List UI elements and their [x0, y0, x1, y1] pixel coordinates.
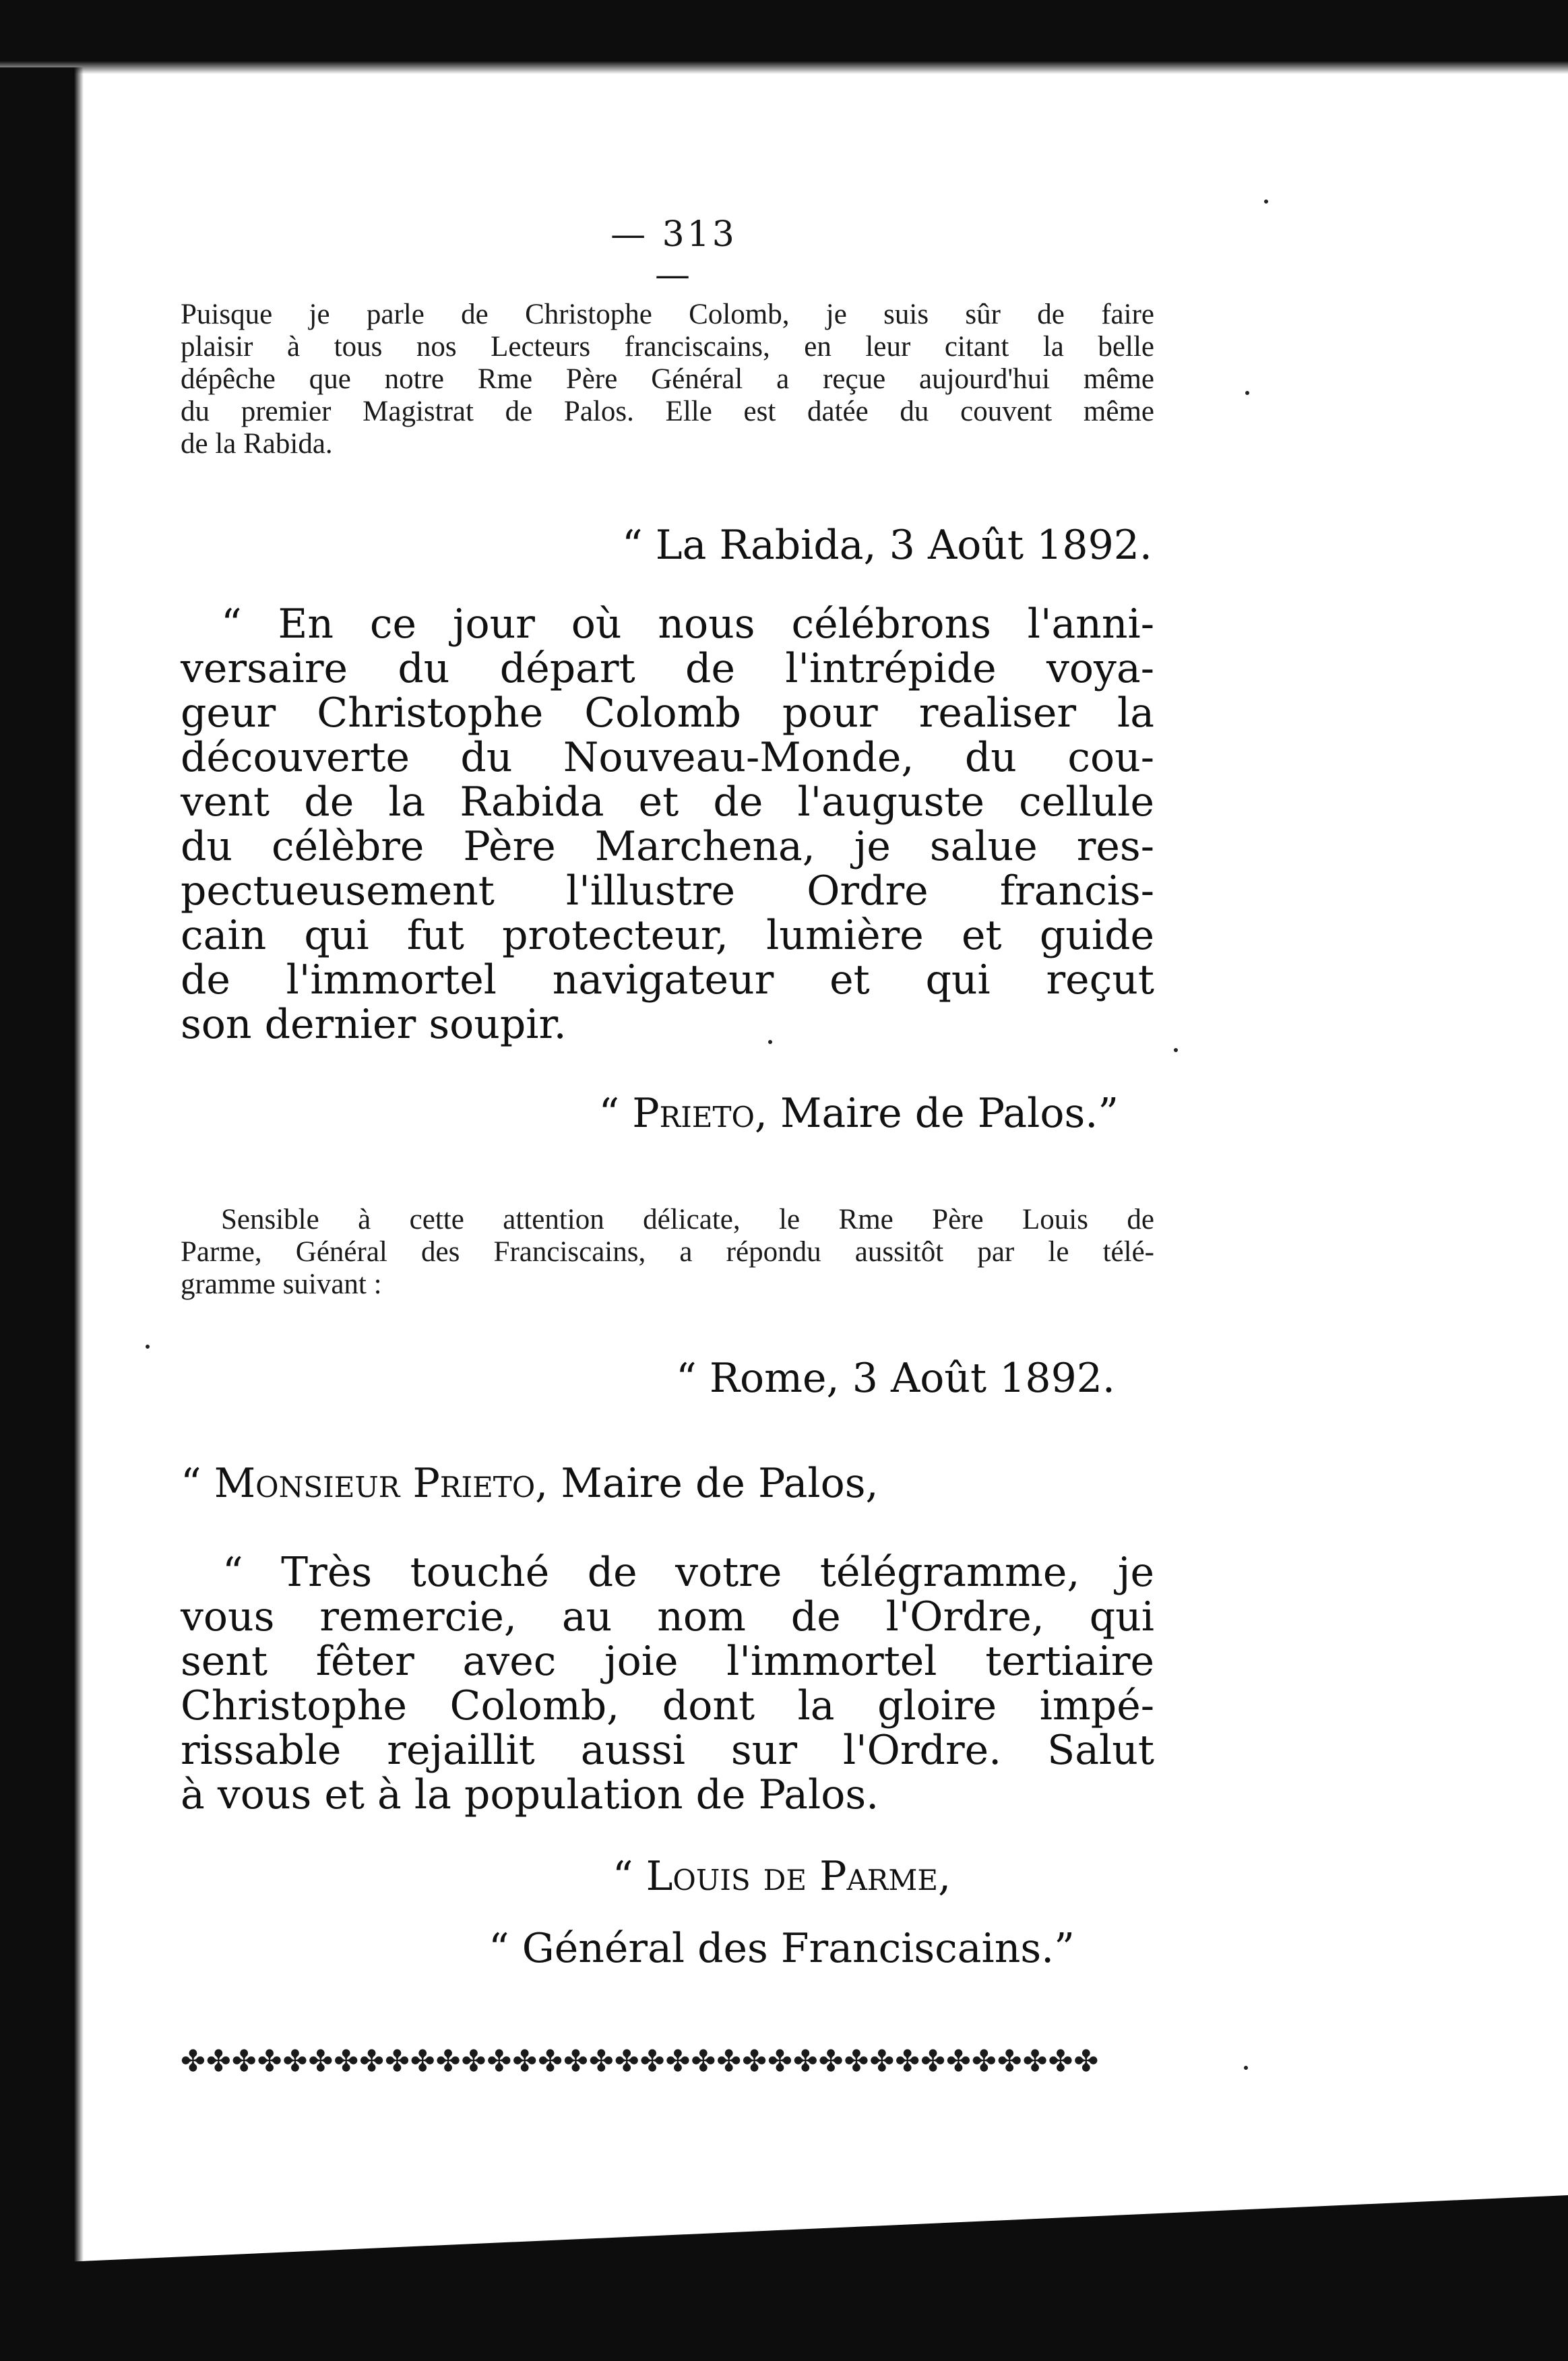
telegram1-signature: “ Prieto, Maire de Palos.” — [598, 1090, 1119, 1137]
telegram2-line: rissable rejaillit aussi sur l'Ordre. Salut — [181, 1727, 1154, 1774]
reply-intro-line: gramme suivant : — [181, 1268, 382, 1300]
reply-intro-paragraph — [181, 1204, 1154, 1301]
telegram1-line: découverte du Nouveau-Monde, du cou- — [181, 734, 1154, 781]
scan-top-border-edge — [0, 55, 1568, 74]
intro-line: dépêche que notre Rme Père Général a reçue aujourd'hui même — [181, 363, 1154, 395]
scan-left-border — [0, 67, 74, 2361]
scan-speck — [1244, 2066, 1248, 2070]
scan-speck — [1174, 1048, 1178, 1052]
telegram2-signature-title: “ Général des Franciscains.” — [489, 1925, 1075, 1972]
telegram2-body — [181, 1550, 1154, 1817]
telegram1-line: “ En ce jour où nous célébrons l'anni- — [221, 601, 1154, 648]
intro-line: plaisir à tous nos Lecteurs franciscains, en leur citant la belle — [181, 331, 1154, 363]
telegram1-date: “ La Rabida, 3 Août 1892. — [622, 522, 1152, 569]
telegram1-body — [181, 602, 1154, 1047]
telegram1-line: vent de la Rabida et de l'auguste cellule — [181, 778, 1154, 826]
telegram2-line: Christophe Colomb, dont la gloire impé- — [181, 1682, 1154, 1729]
telegram1-line: du célèbre Père Marchena, je salue res- — [181, 823, 1154, 870]
addressee-rest: Maire de Palos, — [548, 1460, 879, 1507]
telegram1-line: de l'immortel navigateur et qui reçut — [181, 956, 1154, 1004]
signature-rest: Maire de Palos.” — [767, 1090, 1119, 1137]
telegram1-line: versaire du départ de l'intrépide voya- — [181, 645, 1154, 692]
intro-paragraph — [181, 299, 1154, 460]
telegram2-line: à vous et à la population de Palos. — [181, 1771, 879, 1818]
intro-line: Puisque je parle de Christophe Colomb, je suis sûr de faire — [181, 299, 1154, 330]
reply-intro-line: Sensible à cette attention délicate, le Rme Père Louis de — [221, 1204, 1154, 1235]
telegram1-line: pectueusement l'illustre Ordre francis- — [181, 867, 1154, 915]
ornamental-rule: ✤✤✤✤✤✤✤✤✤✤✤✤✤✤✤✤✤✤✤✤✤✤✤✤✤✤✤✤✤✤✤✤✤✤✤✤ — [181, 2045, 1100, 2079]
telegram2-addressee: “ Monsieur Prieto, Maire de Palos, — [181, 1460, 879, 1507]
scan-top-border — [0, 0, 1568, 55]
signature-name: Prieto, — [632, 1090, 767, 1137]
telegram2-line: vous remercie, au nom de l'Ordre, qui — [181, 1593, 1154, 1641]
telegram1-line: son dernier soupir. — [181, 1001, 567, 1048]
intro-line: de la Rabida. — [181, 428, 333, 460]
reply-intro-line: Parme, Général des Franciscains, a répondu aussitôt par le télé- — [181, 1236, 1154, 1268]
scan-speck — [1264, 200, 1268, 204]
intro-line: du premier Magistrat de Palos. Elle est datée du couvent même — [181, 396, 1154, 427]
scan-left-border-fade — [74, 67, 84, 2361]
addressee-name: Monsieur Prieto, — [214, 1460, 548, 1507]
scan-speck — [146, 1345, 150, 1349]
scan-bottom-border — [74, 2195, 1568, 2361]
telegram2-date: “ Rome, 3 Août 1892. — [676, 1355, 1115, 1402]
telegram1-line: cain qui fut protecteur, lumière et guide — [181, 912, 1154, 959]
telegram2-signature-name: “ Louis de Parme, — [612, 1853, 951, 1900]
scan-speck — [1245, 391, 1249, 395]
signature-name: Louis de Parme, — [646, 1853, 951, 1900]
telegram2-line: “ Très touché de votre télégramme, je — [222, 1549, 1154, 1596]
page-number: — 313 — — [610, 214, 737, 295]
telegram2-line: sent fêter avec joie l'immortel tertiaire — [181, 1638, 1154, 1685]
telegram1-line: geur Christophe Colomb pour realiser la — [181, 689, 1154, 737]
